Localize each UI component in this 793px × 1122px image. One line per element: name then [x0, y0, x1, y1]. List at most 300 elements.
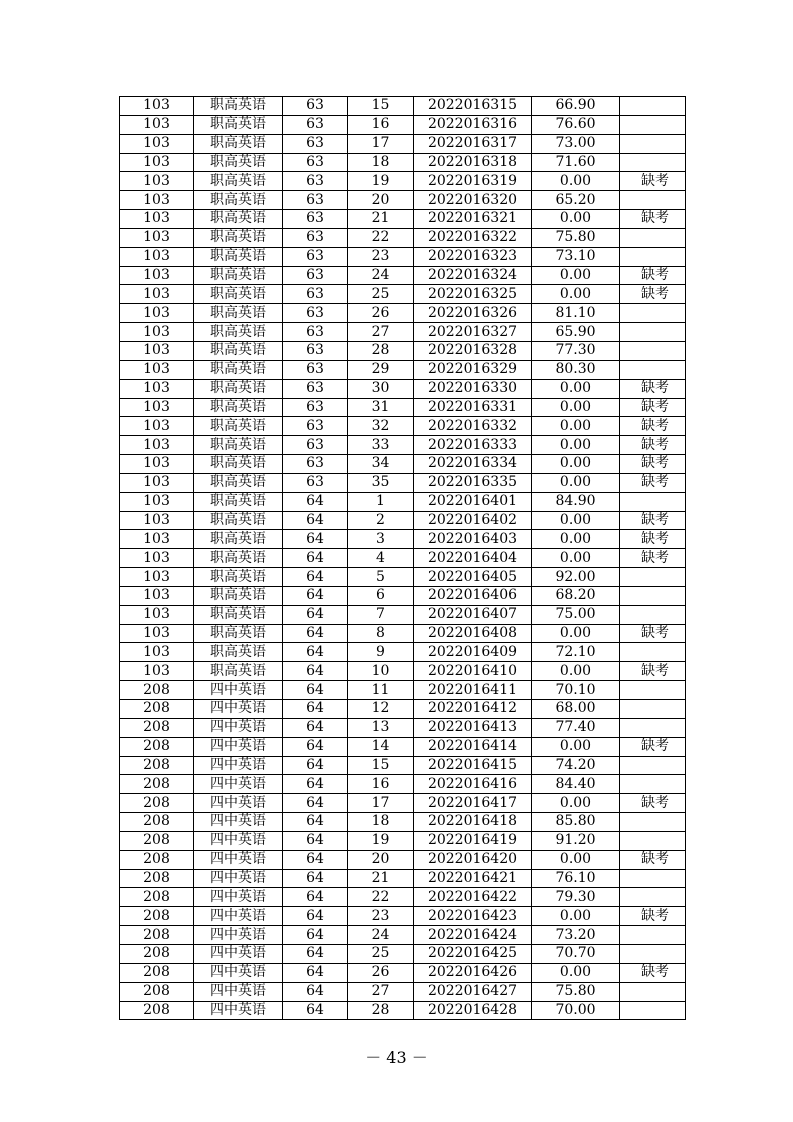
class-cell: 63	[283, 247, 348, 266]
table-row	[120, 869, 686, 888]
table-row	[120, 511, 686, 530]
exam-room-code: 208	[120, 963, 194, 982]
score-cell: 0.00	[532, 907, 620, 926]
exam-id-cell: 2022016330	[414, 379, 532, 398]
score-cell: 0.00	[532, 794, 620, 813]
remark-cell: 缺考	[620, 266, 686, 285]
exam-id-cell: 2022016405	[414, 568, 532, 587]
exam-room-code: 208	[120, 869, 194, 888]
exam-id-cell: 2022016319	[414, 172, 532, 191]
score-cell: 80.30	[532, 360, 620, 379]
exam-room-code: 103	[120, 153, 194, 172]
class-cell: 63	[283, 360, 348, 379]
table-row	[120, 737, 686, 756]
table-row	[120, 926, 686, 945]
exam-room-code: 103	[120, 417, 194, 436]
seat-cell: 31	[348, 398, 414, 417]
remark-cell: 缺考	[620, 907, 686, 926]
class-cell: 63	[283, 210, 348, 229]
table-row	[120, 662, 686, 681]
table-row	[120, 586, 686, 605]
exam-id-cell: 2022016414	[414, 737, 532, 756]
class-cell: 63	[283, 228, 348, 247]
class-cell: 64	[283, 963, 348, 982]
subject-cell: 职高英语	[194, 323, 283, 342]
subject-cell: 职高英语	[194, 662, 283, 681]
score-cell: 73.10	[532, 247, 620, 266]
score-cell: 0.00	[532, 417, 620, 436]
seat-cell: 19	[348, 172, 414, 191]
exam-id-cell: 2022016403	[414, 530, 532, 549]
seat-cell: 12	[348, 700, 414, 719]
subject-cell: 职高英语	[194, 266, 283, 285]
class-cell: 64	[283, 926, 348, 945]
score-cell: 68.00	[532, 700, 620, 719]
remark-cell: 缺考	[620, 737, 686, 756]
exam-id-cell: 2022016315	[414, 97, 532, 116]
exam-room-code: 103	[120, 511, 194, 530]
seat-cell: 17	[348, 134, 414, 153]
exam-room-code: 208	[120, 718, 194, 737]
exam-room-code: 208	[120, 756, 194, 775]
table-row	[120, 794, 686, 813]
exam-id-cell: 2022016424	[414, 926, 532, 945]
exam-id-cell: 2022016427	[414, 982, 532, 1001]
score-cell: 76.60	[532, 115, 620, 134]
score-cell: 70.10	[532, 681, 620, 700]
class-cell: 64	[283, 813, 348, 832]
exam-id-cell: 2022016328	[414, 341, 532, 360]
score-cell: 0.00	[532, 530, 620, 549]
seat-cell: 25	[348, 944, 414, 963]
table-row	[120, 341, 686, 360]
exam-room-code: 103	[120, 436, 194, 455]
exam-id-cell: 2022016413	[414, 718, 532, 737]
exam-id-cell: 2022016331	[414, 398, 532, 417]
score-cell: 0.00	[532, 210, 620, 229]
remark-cell	[620, 926, 686, 945]
class-cell: 63	[283, 266, 348, 285]
exam-room-code: 208	[120, 775, 194, 794]
exam-room-code: 103	[120, 624, 194, 643]
class-cell: 64	[283, 643, 348, 662]
subject-cell: 四中英语	[194, 963, 283, 982]
remark-cell	[620, 134, 686, 153]
exam-room-code: 103	[120, 210, 194, 229]
remark-cell: 缺考	[620, 530, 686, 549]
table-row	[120, 115, 686, 134]
exam-room-code: 103	[120, 115, 194, 134]
class-cell: 64	[283, 775, 348, 794]
subject-cell: 职高英语	[194, 643, 283, 662]
remark-cell	[620, 492, 686, 511]
remark-cell	[620, 341, 686, 360]
class-cell: 64	[283, 850, 348, 869]
score-cell: 73.00	[532, 134, 620, 153]
table-row	[120, 907, 686, 926]
exam-id-cell: 2022016421	[414, 869, 532, 888]
subject-cell: 职高英语	[194, 247, 283, 266]
exam-id-cell: 2022016409	[414, 643, 532, 662]
subject-cell: 职高英语	[194, 492, 283, 511]
table-row	[120, 568, 686, 587]
score-cell: 84.40	[532, 775, 620, 794]
remark-cell	[620, 681, 686, 700]
exam-room-code: 103	[120, 341, 194, 360]
remark-cell	[620, 700, 686, 719]
subject-cell: 职高英语	[194, 586, 283, 605]
table-row	[120, 323, 686, 342]
subject-cell: 四中英语	[194, 700, 283, 719]
table-row	[120, 153, 686, 172]
subject-cell: 职高英语	[194, 191, 283, 210]
exam-id-cell: 2022016417	[414, 794, 532, 813]
score-cell: 0.00	[532, 436, 620, 455]
seat-cell: 19	[348, 831, 414, 850]
exam-room-code: 208	[120, 831, 194, 850]
seat-cell: 26	[348, 304, 414, 323]
remark-cell: 缺考	[620, 172, 686, 191]
remark-cell: 缺考	[620, 511, 686, 530]
subject-cell: 职高英语	[194, 285, 283, 304]
score-cell: 0.00	[532, 511, 620, 530]
score-cell: 71.60	[532, 153, 620, 172]
table-row	[120, 549, 686, 568]
score-cell: 0.00	[532, 624, 620, 643]
exam-id-cell: 2022016333	[414, 436, 532, 455]
exam-room-code: 103	[120, 586, 194, 605]
remark-cell	[620, 643, 686, 662]
table-row	[120, 944, 686, 963]
class-cell: 63	[283, 115, 348, 134]
score-cell: 0.00	[532, 549, 620, 568]
remark-cell	[620, 888, 686, 907]
exam-room-code: 103	[120, 530, 194, 549]
class-cell: 64	[283, 944, 348, 963]
class-cell: 64	[283, 568, 348, 587]
class-cell: 64	[283, 624, 348, 643]
table-row	[120, 228, 686, 247]
table-row	[120, 813, 686, 832]
exam-room-code: 103	[120, 191, 194, 210]
subject-cell: 四中英语	[194, 681, 283, 700]
exam-id-cell: 2022016418	[414, 813, 532, 832]
seat-cell: 23	[348, 907, 414, 926]
table-row	[120, 285, 686, 304]
subject-cell: 四中英语	[194, 794, 283, 813]
subject-cell: 四中英语	[194, 888, 283, 907]
subject-cell: 四中英语	[194, 944, 283, 963]
exam-id-cell: 2022016326	[414, 304, 532, 323]
exam-room-code: 103	[120, 97, 194, 116]
exam-id-cell: 2022016410	[414, 662, 532, 681]
remark-cell: 缺考	[620, 285, 686, 304]
exam-room-code: 103	[120, 568, 194, 587]
seat-cell: 5	[348, 568, 414, 587]
seat-cell: 35	[348, 473, 414, 492]
seat-cell: 32	[348, 417, 414, 436]
subject-cell: 职高英语	[194, 153, 283, 172]
remark-cell	[620, 191, 686, 210]
seat-cell: 28	[348, 1001, 414, 1020]
class-cell: 64	[283, 681, 348, 700]
score-cell: 0.00	[532, 662, 620, 681]
subject-cell: 职高英语	[194, 624, 283, 643]
class-cell: 63	[283, 191, 348, 210]
exam-room-code: 103	[120, 473, 194, 492]
exam-room-code: 103	[120, 285, 194, 304]
exam-id-cell: 2022016406	[414, 586, 532, 605]
exam-room-code: 103	[120, 455, 194, 474]
seat-cell: 21	[348, 869, 414, 888]
subject-cell: 职高英语	[194, 473, 283, 492]
exam-id-cell: 2022016420	[414, 850, 532, 869]
seat-cell: 33	[348, 436, 414, 455]
class-cell: 63	[283, 172, 348, 191]
remark-cell	[620, 97, 686, 116]
subject-cell: 职高英语	[194, 115, 283, 134]
exam-room-code: 103	[120, 247, 194, 266]
class-cell: 64	[283, 756, 348, 775]
class-cell: 63	[283, 341, 348, 360]
remark-cell	[620, 756, 686, 775]
exam-room-code: 103	[120, 266, 194, 285]
subject-cell: 四中英语	[194, 869, 283, 888]
class-cell: 64	[283, 549, 348, 568]
table-row	[120, 473, 686, 492]
score-cell: 75.80	[532, 228, 620, 247]
table-row	[120, 624, 686, 643]
class-cell: 64	[283, 700, 348, 719]
table-row	[120, 831, 686, 850]
seat-cell: 22	[348, 228, 414, 247]
remark-cell: 缺考	[620, 549, 686, 568]
remark-cell: 缺考	[620, 379, 686, 398]
score-cell: 79.30	[532, 888, 620, 907]
exam-room-code: 208	[120, 681, 194, 700]
table-row	[120, 379, 686, 398]
exam-id-cell: 2022016425	[414, 944, 532, 963]
subject-cell: 职高英语	[194, 228, 283, 247]
table-row	[120, 963, 686, 982]
exam-room-code: 103	[120, 492, 194, 511]
remark-cell	[620, 153, 686, 172]
subject-cell: 职高英语	[194, 172, 283, 191]
class-cell: 63	[283, 455, 348, 474]
score-cell: 0.00	[532, 285, 620, 304]
seat-cell: 16	[348, 775, 414, 794]
seat-cell: 11	[348, 681, 414, 700]
seat-cell: 24	[348, 266, 414, 285]
seat-cell: 20	[348, 850, 414, 869]
table-row	[120, 304, 686, 323]
exam-room-code: 103	[120, 605, 194, 624]
seat-cell: 27	[348, 323, 414, 342]
exam-id-cell: 2022016334	[414, 455, 532, 474]
score-cell: 0.00	[532, 379, 620, 398]
class-cell: 63	[283, 473, 348, 492]
exam-room-code: 208	[120, 982, 194, 1001]
class-cell: 64	[283, 492, 348, 511]
seat-cell: 10	[348, 662, 414, 681]
table-row	[120, 681, 686, 700]
subject-cell: 职高英语	[194, 455, 283, 474]
table-row	[120, 191, 686, 210]
exam-id-cell: 2022016335	[414, 473, 532, 492]
remark-cell	[620, 605, 686, 624]
exam-room-code: 208	[120, 794, 194, 813]
seat-cell: 13	[348, 718, 414, 737]
exam-id-cell: 2022016416	[414, 775, 532, 794]
remark-cell: 缺考	[620, 794, 686, 813]
seat-cell: 21	[348, 210, 414, 229]
subject-cell: 职高英语	[194, 134, 283, 153]
table-row	[120, 360, 686, 379]
subject-cell: 职高英语	[194, 97, 283, 116]
remark-cell	[620, 813, 686, 832]
score-cell: 0.00	[532, 737, 620, 756]
exam-room-code: 103	[120, 379, 194, 398]
class-cell: 64	[283, 605, 348, 624]
exam-room-code: 103	[120, 398, 194, 417]
exam-id-cell: 2022016411	[414, 681, 532, 700]
exam-id-cell: 2022016332	[414, 417, 532, 436]
exam-id-cell: 2022016412	[414, 700, 532, 719]
subject-cell: 职高英语	[194, 398, 283, 417]
score-cell: 0.00	[532, 455, 620, 474]
remark-cell	[620, 115, 686, 134]
exam-room-code: 208	[120, 888, 194, 907]
score-cell: 77.40	[532, 718, 620, 737]
exam-room-code: 208	[120, 944, 194, 963]
exam-room-code: 208	[120, 700, 194, 719]
exam-id-cell: 2022016323	[414, 247, 532, 266]
table-row	[120, 210, 686, 229]
subject-cell: 职高英语	[194, 549, 283, 568]
subject-cell: 职高英语	[194, 379, 283, 398]
class-cell: 63	[283, 323, 348, 342]
score-cell: 0.00	[532, 473, 620, 492]
exam-id-cell: 2022016401	[414, 492, 532, 511]
remark-cell	[620, 1001, 686, 1020]
table-row	[120, 266, 686, 285]
score-cell: 0.00	[532, 172, 620, 191]
class-cell: 64	[283, 511, 348, 530]
remark-cell: 缺考	[620, 662, 686, 681]
exam-id-cell: 2022016419	[414, 831, 532, 850]
subject-cell: 职高英语	[194, 605, 283, 624]
seat-cell: 1	[348, 492, 414, 511]
remark-cell: 缺考	[620, 455, 686, 474]
score-cell: 81.10	[532, 304, 620, 323]
class-cell: 64	[283, 982, 348, 1001]
table-row	[120, 492, 686, 511]
score-cell: 0.00	[532, 266, 620, 285]
class-cell: 64	[283, 530, 348, 549]
table-row	[120, 775, 686, 794]
exam-id-cell: 2022016318	[414, 153, 532, 172]
table-row	[120, 1001, 686, 1020]
table-row	[120, 718, 686, 737]
remark-cell: 缺考	[620, 850, 686, 869]
class-cell: 63	[283, 285, 348, 304]
seat-cell: 29	[348, 360, 414, 379]
score-cell: 84.90	[532, 492, 620, 511]
remark-cell	[620, 228, 686, 247]
exam-id-cell: 2022016322	[414, 228, 532, 247]
table-row	[120, 247, 686, 266]
remark-cell	[620, 568, 686, 587]
seat-cell: 20	[348, 191, 414, 210]
subject-cell: 四中英语	[194, 718, 283, 737]
remark-cell: 缺考	[620, 436, 686, 455]
score-cell: 73.20	[532, 926, 620, 945]
class-cell: 63	[283, 134, 348, 153]
class-cell: 64	[283, 831, 348, 850]
exam-room-code: 103	[120, 134, 194, 153]
table-row	[120, 436, 686, 455]
exam-id-cell: 2022016402	[414, 511, 532, 530]
remark-cell	[620, 944, 686, 963]
remark-cell	[620, 304, 686, 323]
exam-id-cell: 2022016408	[414, 624, 532, 643]
exam-id-cell: 2022016426	[414, 963, 532, 982]
page-number: － 43 －	[365, 1048, 428, 1067]
table-row	[120, 530, 686, 549]
score-cell: 75.00	[532, 605, 620, 624]
seat-cell: 14	[348, 737, 414, 756]
remark-cell	[620, 718, 686, 737]
exam-room-code: 103	[120, 228, 194, 247]
table-row	[120, 756, 686, 775]
exam-room-code: 208	[120, 926, 194, 945]
exam-id-cell: 2022016320	[414, 191, 532, 210]
score-cell: 70.00	[532, 1001, 620, 1020]
seat-cell: 27	[348, 982, 414, 1001]
class-cell: 64	[283, 1001, 348, 1020]
exam-room-code: 103	[120, 662, 194, 681]
seat-cell: 18	[348, 813, 414, 832]
remark-cell	[620, 323, 686, 342]
class-cell: 63	[283, 153, 348, 172]
remark-cell	[620, 869, 686, 888]
class-cell: 64	[283, 662, 348, 681]
remark-cell: 缺考	[620, 398, 686, 417]
exam-id-cell: 2022016317	[414, 134, 532, 153]
class-cell: 63	[283, 417, 348, 436]
exam-id-cell: 2022016422	[414, 888, 532, 907]
score-cell: 66.90	[532, 97, 620, 116]
exam-room-code: 208	[120, 907, 194, 926]
exam-room-code: 103	[120, 643, 194, 662]
exam-room-code: 103	[120, 172, 194, 191]
score-cell: 76.10	[532, 869, 620, 888]
remark-cell	[620, 982, 686, 1001]
seat-cell: 18	[348, 153, 414, 172]
score-cell: 0.00	[532, 850, 620, 869]
seat-cell: 4	[348, 549, 414, 568]
remark-cell	[620, 586, 686, 605]
class-cell: 64	[283, 869, 348, 888]
exam-id-cell: 2022016415	[414, 756, 532, 775]
subject-cell: 四中英语	[194, 982, 283, 1001]
subject-cell: 职高英语	[194, 530, 283, 549]
subject-cell: 职高英语	[194, 417, 283, 436]
table-row	[120, 417, 686, 436]
score-cell: 74.20	[532, 756, 620, 775]
exam-id-cell: 2022016327	[414, 323, 532, 342]
subject-cell: 四中英语	[194, 1001, 283, 1020]
